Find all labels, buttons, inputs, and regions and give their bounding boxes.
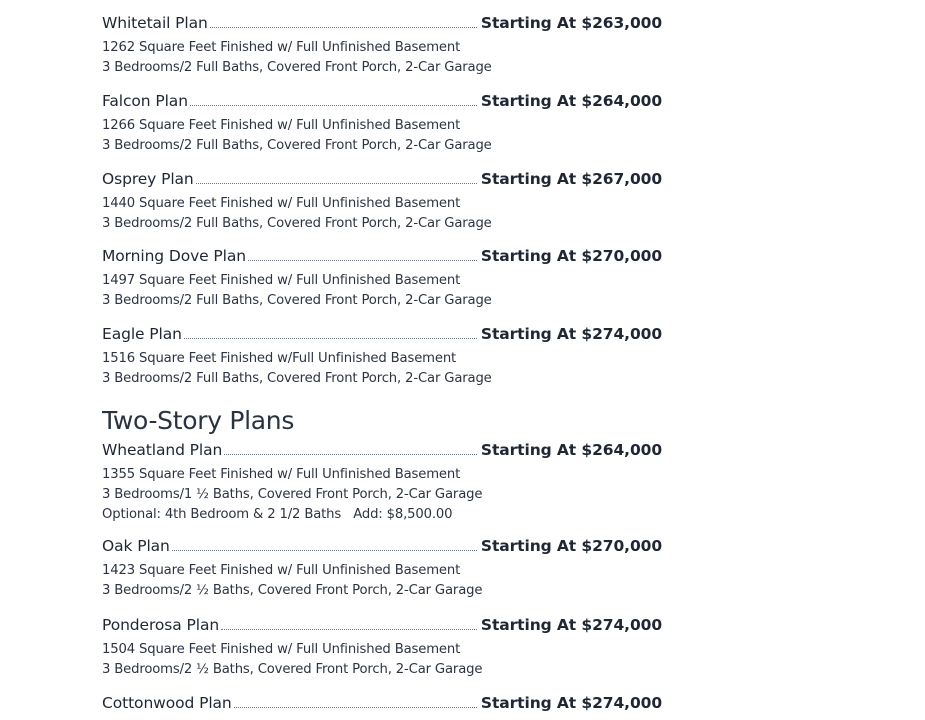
plan-name: Ponderosa Plan [102, 616, 220, 634]
plan-name: Whitetail Plan [102, 14, 208, 32]
dot-leader [172, 550, 477, 551]
plan-price: Starting At $264,000 [480, 92, 662, 110]
plan-header [102, 441, 662, 465]
plan-price: Starting At $270,000 [480, 247, 662, 265]
plan-square-feet: 1504 Square Feet Finished w/ Full Unfinished Basement [102, 642, 461, 657]
plan-features: 3 Bedrooms/2 ½ Baths, Covered Front Porch, 2-Car Garage [102, 583, 483, 598]
plan-price: Starting At $267,000 [480, 170, 662, 188]
plan-features: 3 Bedrooms/2 Full Baths, Covered Front Porch, 2-Car Garage [102, 60, 492, 75]
plan-name: Morning Dove Plan [102, 247, 247, 265]
plan-whitetail [102, 14, 662, 78]
plan-square-feet: 1440 Square Feet Finished w/ Full Unfinished Basement [102, 196, 461, 211]
plan-header [102, 616, 662, 640]
plan-optional: Optional: 4th Bedroom & 2 1/2 Baths Add: $8,500.00 [102, 507, 453, 522]
plan-price: Starting At $274,000 [480, 694, 662, 712]
plan-square-feet: 1516 Square Feet Finished w/Full Unfinished Basement [102, 351, 457, 366]
dot-leader [221, 629, 477, 630]
plan-falcon [102, 92, 662, 156]
plan-square-feet: 1497 Square Feet Finished w/ Full Unfinished Basement [102, 273, 461, 288]
plan-header [102, 537, 662, 561]
plan-name: Wheatland Plan [102, 441, 223, 459]
plan-features: 3 Bedrooms/1 ½ Baths, Covered Front Porch, 2-Car Garage [102, 487, 483, 502]
plan-morning-dove [102, 247, 662, 311]
plan-features: 3 Bedrooms/2 Full Baths, Covered Front Porch, 2-Car Garage [102, 371, 492, 386]
plan-price: Starting At $274,000 [480, 325, 662, 343]
plan-square-feet: 1262 Square Feet Finished w/ Full Unfinished Basement [102, 40, 461, 55]
plan-header [102, 92, 662, 116]
plan-name: Eagle Plan [102, 325, 182, 343]
plan-price: Starting At $270,000 [480, 537, 662, 555]
plan-features: 3 Bedrooms/2 Full Baths, Covered Front Porch, 2-Car Garage [102, 293, 492, 308]
dot-leader [190, 105, 477, 106]
plan-header [102, 14, 662, 38]
plan-name: Cottonwood Plan [102, 694, 232, 712]
plan-name: Osprey Plan [102, 170, 194, 188]
plan-eagle [102, 325, 662, 389]
plan-price: Starting At $263,000 [480, 14, 662, 32]
plan-name: Oak Plan [102, 537, 170, 555]
plan-features: 3 Bedrooms/2 ½ Baths, Covered Front Porch, 2-Car Garage [102, 662, 483, 677]
dot-leader [224, 454, 477, 455]
dot-leader [248, 260, 477, 261]
plan-name: Falcon Plan [102, 92, 188, 110]
plan-ponderosa [102, 616, 662, 680]
plan-header [102, 694, 662, 718]
section-heading-two-story: Two-Story Plans [102, 406, 295, 435]
dot-leader [210, 27, 477, 28]
plan-oak [102, 537, 662, 601]
plan-wheatland [102, 441, 662, 525]
plan-header [102, 170, 662, 194]
plan-price: Starting At $274,000 [480, 616, 662, 634]
dot-leader [196, 183, 477, 184]
plan-square-feet: 1266 Square Feet Finished w/ Full Unfinished Basement [102, 118, 461, 133]
plan-features: 3 Bedrooms/2 Full Baths, Covered Front Porch, 2-Car Garage [102, 138, 492, 153]
plan-osprey [102, 170, 662, 234]
plan-square-feet: 1355 Square Feet Finished w/ Full Unfinished Basement [102, 467, 461, 482]
dot-leader [184, 338, 477, 339]
plan-features: 3 Bedrooms/2 Full Baths, Covered Front Porch, 2-Car Garage [102, 216, 492, 231]
plan-header [102, 247, 662, 271]
plan-cottonwood [102, 694, 662, 718]
plan-square-feet: 1423 Square Feet Finished w/ Full Unfinished Basement [102, 563, 461, 578]
dot-leader [234, 707, 477, 708]
plan-header [102, 325, 662, 349]
plan-price: Starting At $264,000 [480, 441, 662, 459]
